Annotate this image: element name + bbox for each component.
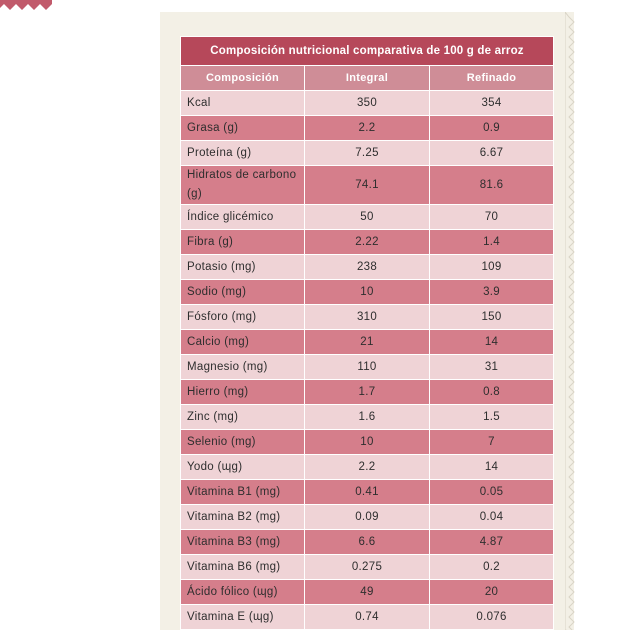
decorative-zigzag — [0, 0, 52, 12]
refinado-value-cell: 0.8 — [430, 380, 554, 405]
integral-value-cell: 2.2 — [305, 116, 430, 141]
refinado-value-cell: 0.04 — [430, 505, 554, 530]
table-row — [181, 205, 554, 230]
nutrient-name-cell: Hidratos de carbono (g) — [181, 166, 305, 205]
table-row — [181, 380, 554, 405]
refinado-value-cell: 0.076 — [430, 605, 554, 630]
table-row — [181, 91, 554, 116]
column-header-composicion: Composición — [181, 66, 305, 91]
integral-value-cell: 21 — [305, 330, 430, 355]
integral-value-cell: 10 — [305, 430, 430, 455]
table-row — [181, 455, 554, 480]
nutrient-name-cell: Kcal — [181, 91, 305, 116]
integral-value-cell: 0.09 — [305, 505, 430, 530]
refinado-value-cell: 109 — [430, 255, 554, 280]
table-body — [181, 91, 554, 630]
nutrient-name-cell: Grasa (g) — [181, 116, 305, 141]
table-row — [181, 280, 554, 305]
integral-value-cell: 0.74 — [305, 605, 430, 630]
table-row — [181, 355, 554, 380]
integral-value-cell: 0.275 — [305, 555, 430, 580]
table-row — [181, 166, 554, 205]
integral-value-cell: 0.41 — [305, 480, 430, 505]
refinado-value-cell: 70 — [430, 205, 554, 230]
nutrient-name-cell: Vitamina B2 (mg) — [181, 505, 305, 530]
table-row — [181, 305, 554, 330]
serrated-edge — [565, 12, 579, 630]
nutrient-name-cell: Ácido fólico (ɰg) — [181, 580, 305, 605]
table-row — [181, 330, 554, 355]
refinado-value-cell: 6.67 — [430, 141, 554, 166]
nutrient-name-cell: Selenio (mg) — [181, 430, 305, 455]
refinado-value-cell: 7 — [430, 430, 554, 455]
table-row — [181, 230, 554, 255]
integral-value-cell: 110 — [305, 355, 430, 380]
table-row — [181, 480, 554, 505]
refinado-value-cell: 0.2 — [430, 555, 554, 580]
table-row — [181, 605, 554, 630]
table-row — [181, 141, 554, 166]
refinado-value-cell: 81.6 — [430, 166, 554, 205]
nutrient-name-cell: Potasio (mg) — [181, 255, 305, 280]
refinado-value-cell: 14 — [430, 455, 554, 480]
nutrient-name-cell: Fósforo (mg) — [181, 305, 305, 330]
integral-value-cell: 74.1 — [305, 166, 430, 205]
refinado-value-cell: 150 — [430, 305, 554, 330]
refinado-value-cell: 3.9 — [430, 280, 554, 305]
nutrient-name-cell: Zinc (mg) — [181, 405, 305, 430]
refinado-value-cell: 354 — [430, 91, 554, 116]
integral-value-cell: 10 — [305, 280, 430, 305]
nutrient-name-cell: Vitamina B1 (mg) — [181, 480, 305, 505]
nutrient-name-cell: Vitamina B6 (mg) — [181, 555, 305, 580]
integral-value-cell: 1.7 — [305, 380, 430, 405]
integral-value-cell: 350 — [305, 91, 430, 116]
refinado-value-cell: 0.9 — [430, 116, 554, 141]
nutrient-name-cell: Calcio (mg) — [181, 330, 305, 355]
nutrient-name-cell: Sodio (mg) — [181, 280, 305, 305]
table-row — [181, 505, 554, 530]
refinado-value-cell: 1.4 — [430, 230, 554, 255]
column-header-refinado: Refinado — [430, 66, 554, 91]
integral-value-cell: 310 — [305, 305, 430, 330]
nutrient-name-cell: Fibra (g) — [181, 230, 305, 255]
nutrient-name-cell: Vitamina B3 (mg) — [181, 530, 305, 555]
nutrition-table-container — [180, 36, 553, 630]
column-header-integral: Integral — [305, 66, 430, 91]
integral-value-cell: 7.25 — [305, 141, 430, 166]
table-row — [181, 405, 554, 430]
nutrient-name-cell: Índice glicémico — [181, 205, 305, 230]
table-row — [181, 255, 554, 280]
table-row — [181, 430, 554, 455]
refinado-value-cell: 1.5 — [430, 405, 554, 430]
nutrient-name-cell: Vitamina E (ɰg) — [181, 605, 305, 630]
refinado-value-cell: 14 — [430, 330, 554, 355]
refinado-value-cell: 31 — [430, 355, 554, 380]
nutrient-name-cell: Magnesio (mg) — [181, 355, 305, 380]
refinado-value-cell: 0.05 — [430, 480, 554, 505]
table-row — [181, 530, 554, 555]
integral-value-cell: 1.6 — [305, 405, 430, 430]
integral-value-cell: 50 — [305, 205, 430, 230]
table-row — [181, 580, 554, 605]
nutrient-name-cell: Proteína (g) — [181, 141, 305, 166]
nutrition-table — [180, 36, 554, 630]
table-row — [181, 116, 554, 141]
nutrient-name-cell: Hierro (mg) — [181, 380, 305, 405]
integral-value-cell: 49 — [305, 580, 430, 605]
table-row — [181, 555, 554, 580]
table-title: Composición nutricional comparativa de 100 g de arroz — [181, 37, 554, 66]
integral-value-cell: 6.6 — [305, 530, 430, 555]
refinado-value-cell: 4.87 — [430, 530, 554, 555]
integral-value-cell: 2.2 — [305, 455, 430, 480]
integral-value-cell: 238 — [305, 255, 430, 280]
nutrient-name-cell: Yodo (ɰg) — [181, 455, 305, 480]
integral-value-cell: 2.22 — [305, 230, 430, 255]
refinado-value-cell: 20 — [430, 580, 554, 605]
